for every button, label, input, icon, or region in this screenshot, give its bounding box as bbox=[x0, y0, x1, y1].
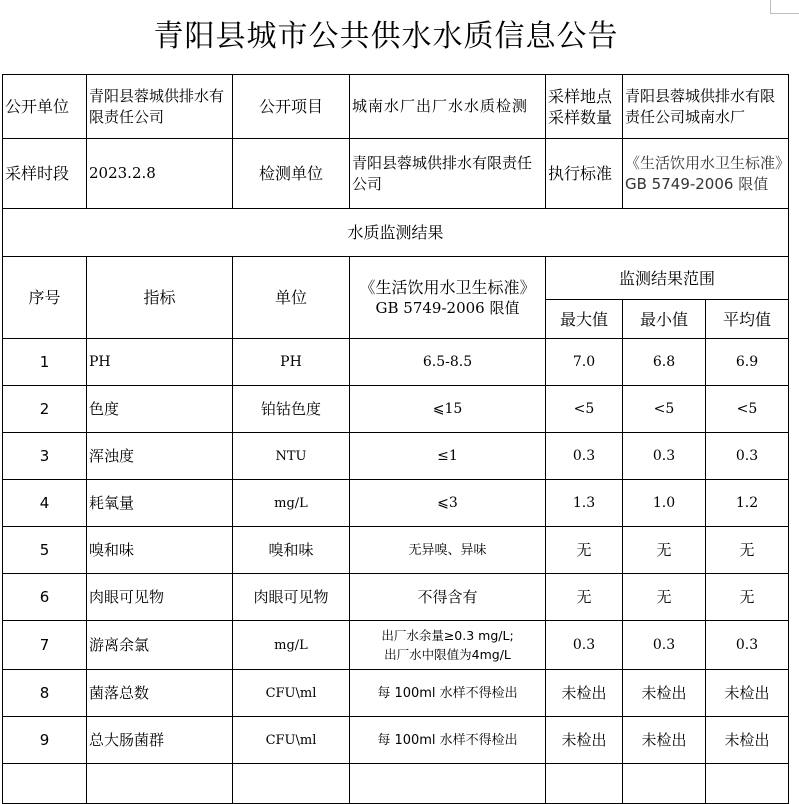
row-max: 1.3 bbox=[546, 480, 623, 527]
row-max: 无 bbox=[546, 527, 623, 574]
row-seq: 2 bbox=[3, 386, 87, 433]
row-unit: CFU\ml bbox=[233, 670, 350, 717]
row-unit: 嗅和味 bbox=[233, 527, 350, 574]
info-row-2 bbox=[3, 139, 789, 209]
row-indicator: PH bbox=[87, 339, 233, 386]
row-max: 未检出 bbox=[546, 670, 623, 717]
row-avg: 0.3 bbox=[706, 621, 789, 670]
empty-cell bbox=[350, 764, 546, 804]
row-avg: 0.3 bbox=[706, 433, 789, 480]
sampling-site-label bbox=[546, 75, 623, 139]
row-unit: NTU bbox=[233, 433, 350, 480]
row-avg: 未检出 bbox=[706, 717, 789, 764]
row-limit bbox=[350, 621, 546, 670]
table-row bbox=[3, 433, 789, 480]
header-indicator: 指标 bbox=[87, 257, 233, 339]
header-avg: 平均值 bbox=[706, 300, 789, 339]
standard-label: 执行标准 bbox=[546, 139, 623, 209]
header-standard bbox=[350, 257, 546, 339]
row-seq: 8 bbox=[3, 670, 87, 717]
row-seq: 9 bbox=[3, 717, 87, 764]
table-row bbox=[3, 717, 789, 764]
header-standard-line1: 《生活饮用水卫生标准》 bbox=[359, 277, 536, 297]
row-max: 0.3 bbox=[546, 621, 623, 670]
row-unit: mg/L bbox=[233, 480, 350, 527]
row-seq: 7 bbox=[3, 621, 87, 670]
row-limit: ⩽15 bbox=[350, 386, 546, 433]
row-unit: 肉眼可见物 bbox=[233, 574, 350, 621]
empty-cell bbox=[3, 764, 87, 804]
sampling-site-value: 青阳县蓉城供排水有限责任公司城南水厂 bbox=[623, 75, 789, 139]
sampling-period-value: 2023.2.8 bbox=[87, 139, 233, 209]
row-seq: 4 bbox=[3, 480, 87, 527]
page-corner-mark bbox=[770, 0, 799, 14]
row-limit: 每 100ml 水样不得检出 bbox=[350, 717, 546, 764]
row-min: 无 bbox=[623, 527, 706, 574]
row-min: 未检出 bbox=[623, 670, 706, 717]
row-min: 0.3 bbox=[623, 433, 706, 480]
page-title: 青阳县城市公共供水水质信息公告 bbox=[153, 19, 619, 54]
row-unit: CFU\ml bbox=[233, 717, 350, 764]
sampling-period-label: 采样时段 bbox=[3, 139, 87, 209]
row-seq: 6 bbox=[3, 574, 87, 621]
row-max: 7.0 bbox=[546, 339, 623, 386]
header-max: 最大值 bbox=[546, 300, 623, 339]
table-row bbox=[3, 480, 789, 527]
row-avg: 1.2 bbox=[706, 480, 789, 527]
table-row bbox=[3, 386, 789, 433]
row-avg: 未检出 bbox=[706, 670, 789, 717]
row-indicator: 耗氧量 bbox=[87, 480, 233, 527]
row-limit: 6.5-8.5 bbox=[350, 339, 546, 386]
row-limit: 无异嗅、异味 bbox=[350, 527, 546, 574]
header-row-1 bbox=[3, 257, 789, 300]
table-row bbox=[3, 670, 789, 717]
row-avg: <5 bbox=[706, 386, 789, 433]
header-unit: 单位 bbox=[233, 257, 350, 339]
sampling-site-label-line2: 采样数量 bbox=[548, 107, 613, 127]
row-indicator: 浑浊度 bbox=[87, 433, 233, 480]
row-max: 0.3 bbox=[546, 433, 623, 480]
public-item-label: 公开项目 bbox=[233, 75, 350, 139]
sampling-site-label-line1: 采样地点 bbox=[548, 86, 613, 106]
row-indicator: 色度 bbox=[87, 386, 233, 433]
row-avg: 6.9 bbox=[706, 339, 789, 386]
row-indicator: 游离余氯 bbox=[87, 621, 233, 670]
row-seq: 3 bbox=[3, 433, 87, 480]
testing-unit-label: 检测单位 bbox=[233, 139, 350, 209]
table-row bbox=[3, 527, 789, 574]
section-title-row bbox=[3, 209, 789, 257]
header-min: 最小值 bbox=[623, 300, 706, 339]
header-seq: 序号 bbox=[3, 257, 87, 339]
row-max: 未检出 bbox=[546, 717, 623, 764]
row-min: 无 bbox=[623, 574, 706, 621]
table-row-empty bbox=[3, 764, 789, 804]
row-seq: 1 bbox=[3, 339, 87, 386]
row-limit: 不得含有 bbox=[350, 574, 546, 621]
row-unit: 铂钴色度 bbox=[233, 386, 350, 433]
table-row bbox=[3, 574, 789, 621]
row-min: 未检出 bbox=[623, 717, 706, 764]
standard-value: 《生活饮用水卫生标准》GB 5749-2006 限值 bbox=[623, 139, 789, 209]
row-max: 无 bbox=[546, 574, 623, 621]
table-row bbox=[3, 621, 789, 670]
table-row bbox=[3, 339, 789, 386]
empty-cell bbox=[87, 764, 233, 804]
header-standard-line2: GB 5749-2006 限值 bbox=[375, 298, 520, 317]
testing-unit-value: 青阳县蓉城供排水有限责任公司 bbox=[350, 139, 546, 209]
empty-cell bbox=[546, 764, 623, 804]
row-unit: mg/L bbox=[233, 621, 350, 670]
row-max: <5 bbox=[546, 386, 623, 433]
section-title: 水质监测结果 bbox=[3, 209, 789, 257]
row-limit-line1: 出厂水余量≥0.3 mg/L; bbox=[381, 628, 514, 643]
row-limit-line2: 出厂水中限值为4mg/L bbox=[384, 647, 511, 662]
row-limit: 每 100ml 水样不得检出 bbox=[350, 670, 546, 717]
row-limit: ≤1 bbox=[350, 433, 546, 480]
row-avg: 无 bbox=[706, 527, 789, 574]
row-indicator: 肉眼可见物 bbox=[87, 574, 233, 621]
empty-cell bbox=[706, 764, 789, 804]
info-row-1 bbox=[3, 75, 789, 139]
empty-cell bbox=[623, 764, 706, 804]
row-avg: 无 bbox=[706, 574, 789, 621]
row-unit: PH bbox=[233, 339, 350, 386]
row-indicator: 总大肠菌群 bbox=[87, 717, 233, 764]
row-indicator: 菌落总数 bbox=[87, 670, 233, 717]
public-item-value: 城南水厂出厂水水质检测 bbox=[350, 75, 546, 139]
row-indicator: 嗅和味 bbox=[87, 527, 233, 574]
row-min: 1.0 bbox=[623, 480, 706, 527]
row-seq: 5 bbox=[3, 527, 87, 574]
row-min: 6.8 bbox=[623, 339, 706, 386]
header-result-range: 监测结果范围 bbox=[546, 257, 789, 300]
row-limit: ⩽3 bbox=[350, 480, 546, 527]
water-quality-table bbox=[2, 74, 789, 804]
empty-cell bbox=[233, 764, 350, 804]
public-unit-label: 公开单位 bbox=[3, 75, 87, 139]
row-min: 0.3 bbox=[623, 621, 706, 670]
row-min: <5 bbox=[623, 386, 706, 433]
public-unit-value: 青阳县蓉城供排水有限责任公司 bbox=[87, 75, 233, 139]
